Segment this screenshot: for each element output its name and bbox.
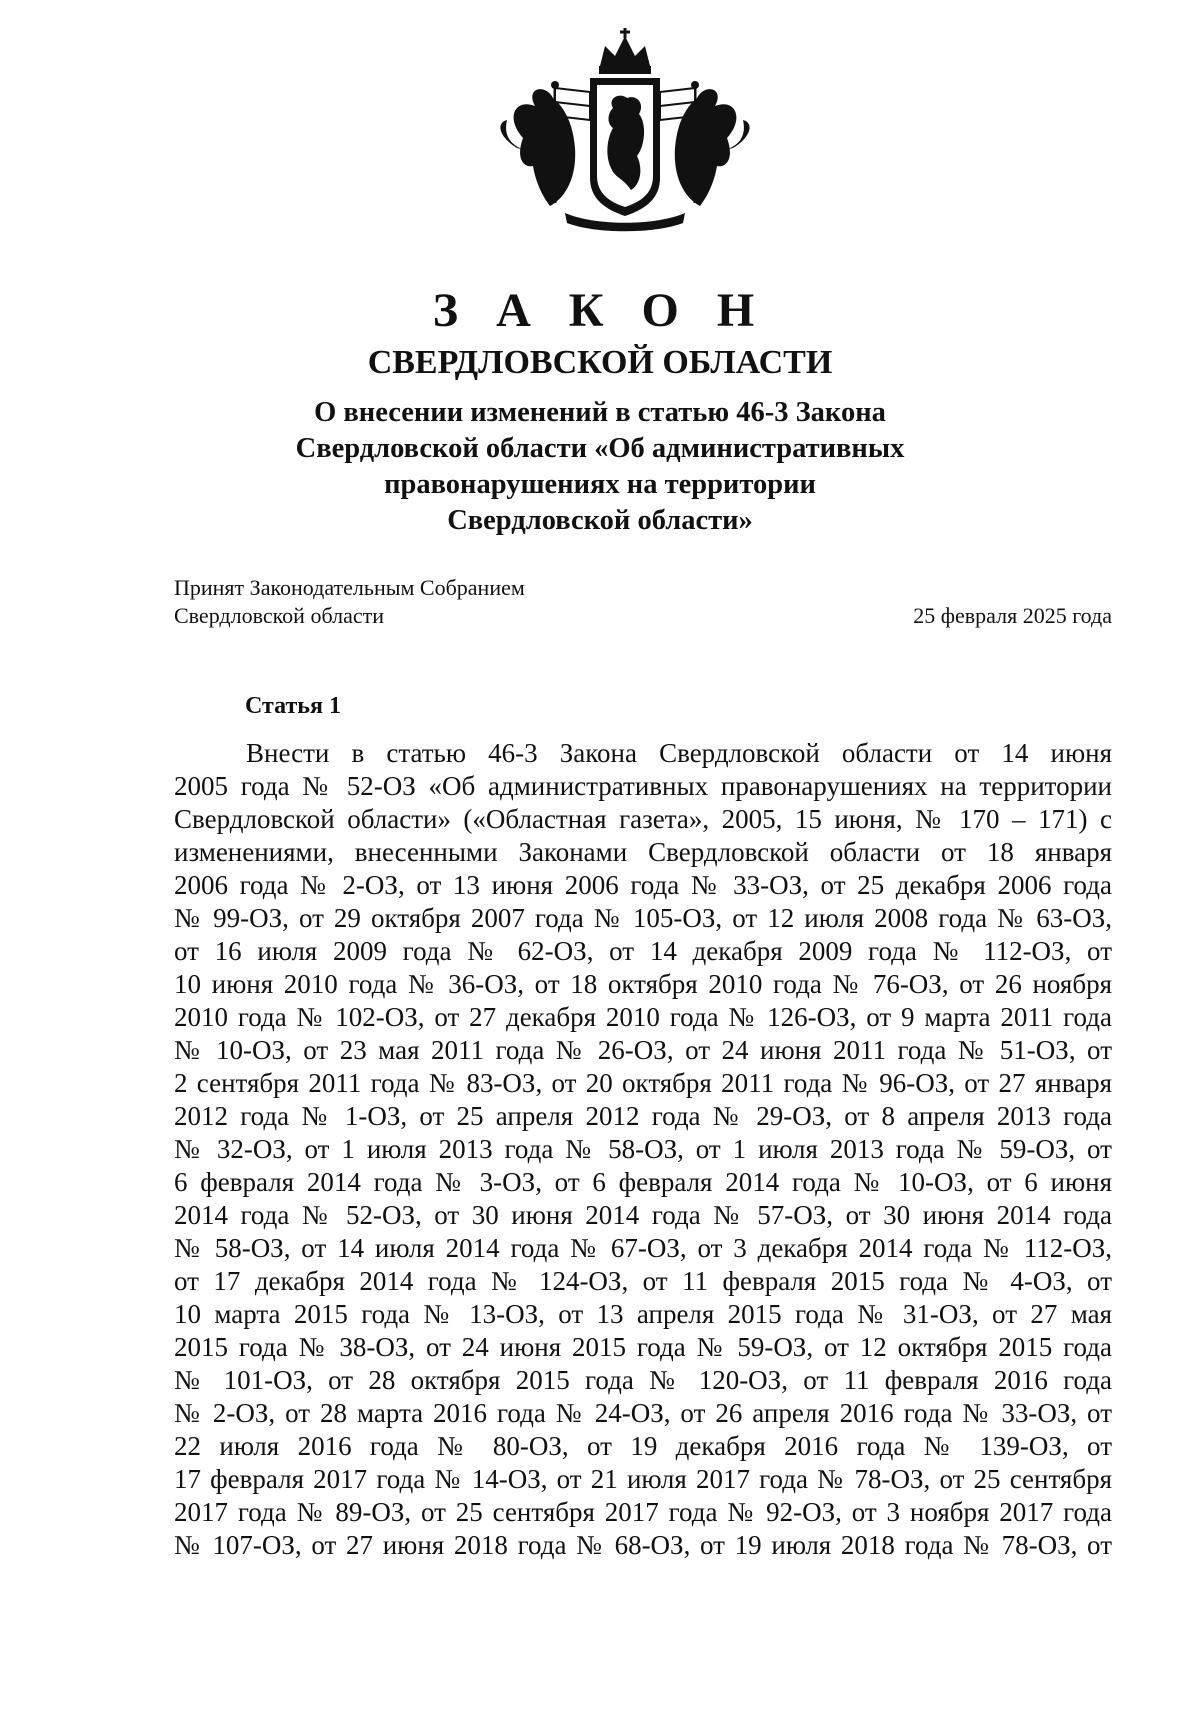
article-text-line: 17 февраля 2017 года № 14-ОЗ, от 21 июля 2017 года № 78-ОЗ, от 25 сентября (174, 1464, 1112, 1494)
article-text-line: 2012 года № 1-ОЗ, от 25 апреля 2012 года № 29-ОЗ, от 8 апреля 2013 года (174, 1101, 1112, 1131)
law-title-line: Свердловской области «Об административных (295, 433, 905, 464)
article-heading: Статья 1 (245, 693, 341, 719)
adoption-body-line: Свердловской области (174, 603, 384, 628)
sverdlovsk-coat-of-arms-icon (495, 28, 755, 238)
article-text-line: Свердловской области» («Областная газета», 2005, 15 июня, № 170 – 171) с (174, 804, 1112, 834)
article-text-line: от 16 июля 2009 года № 62-ОЗ, от 14 декабря 2009 года № 112-ОЗ, от (174, 936, 1112, 966)
article-text-line: 2017 года № 89-ОЗ, от 25 сентября 2017 года № 92-ОЗ, от 3 ноября 2017 года (174, 1497, 1112, 1527)
article-text-line: 6 февраля 2014 года № 3-ОЗ, от 6 февраля 2014 года № 10-ОЗ, от 6 июня (174, 1167, 1112, 1197)
article-text-line: 2005 года № 52-ОЗ «Об административных правонарушениях на территории (174, 771, 1112, 801)
law-title-line: правонарушениях на территории (384, 469, 816, 500)
article-text-line: № 58-ОЗ, от 14 июля 2014 года № 67-ОЗ, от 3 декабря 2014 года № 112-ОЗ, (174, 1233, 1112, 1263)
adoption-body-line: Принят Законодательным Собранием (174, 575, 525, 600)
article-text-line: № 10-ОЗ, от 23 мая 2011 года № 26-ОЗ, от 24 июня 2011 года № 51-ОЗ, от (174, 1035, 1112, 1065)
article-text-line: № 99-ОЗ, от 29 октября 2007 года № 105-ОЗ, от 12 июля 2008 года № 63-ОЗ, (174, 903, 1112, 933)
article-text-line: № 101-ОЗ, от 28 октября 2015 года № 120-ОЗ, от 11 февраля 2016 года (174, 1365, 1112, 1395)
document-title: З А К О Н (432, 284, 768, 337)
article-text-line: от 17 декабря 2014 года № 124-ОЗ, от 11 февраля 2015 года № 4-ОЗ, от (174, 1266, 1112, 1296)
article-text-line: 2014 года № 52-ОЗ, от 30 июня 2014 года № 57-ОЗ, от 30 июня 2014 года (174, 1200, 1112, 1230)
article-text-line: 2015 года № 38-ОЗ, от 24 июня 2015 года № 59-ОЗ, от 12 октября 2015 года (174, 1332, 1112, 1362)
law-title-line: Свердловской области» (447, 505, 753, 536)
article-text-line: 22 июля 2016 года № 80-ОЗ, от 19 декабря 2016 года № 139-ОЗ, от (174, 1431, 1112, 1461)
article-text-line: изменениями, внесенными Законами Свердловской области от 18 января (174, 837, 1112, 867)
article-text-line: Внести в статью 46-3 Закона Свердловской области от 14 июня (246, 738, 1112, 768)
article-text-line: 2 сентября 2011 года № 83-ОЗ, от 20 октября 2011 года № 96-ОЗ, от 27 января (174, 1068, 1112, 1098)
law-title-line: О внесении изменений в статью 46-3 Закона (314, 397, 886, 428)
adoption-date: 25 февраля 2025 года (913, 603, 1112, 628)
article-text-line: № 2-ОЗ, от 28 марта 2016 года № 24-ОЗ, от 26 апреля 2016 года № 33-ОЗ, от (174, 1398, 1112, 1428)
article-text-line: № 32-ОЗ, от 1 июля 2013 года № 58-ОЗ, от 1 июля 2013 года № 59-ОЗ, от (174, 1134, 1112, 1164)
article-text-line: 10 июня 2010 года № 36-ОЗ, от 18 октября 2010 года № 76-ОЗ, от 26 ноября (174, 969, 1112, 999)
article-text-line: 2006 года № 2-ОЗ, от 13 июня 2006 года № 33-ОЗ, от 25 декабря 2006 года (174, 870, 1112, 900)
article-text-line: № 107-ОЗ, от 27 июня 2018 года № 68-ОЗ, от 19 июля 2018 года № 78-ОЗ, от (174, 1530, 1112, 1560)
region-title: СВЕРДЛОВСКОЙ ОБЛАСТИ (367, 344, 833, 381)
article-text-line: 2010 года № 102-ОЗ, от 27 декабря 2010 года № 126-ОЗ, от 9 марта 2011 года (174, 1002, 1112, 1032)
article-text-line: 10 марта 2015 года № 13-ОЗ, от 13 апреля 2015 года № 31-ОЗ, от 27 мая (174, 1299, 1112, 1329)
